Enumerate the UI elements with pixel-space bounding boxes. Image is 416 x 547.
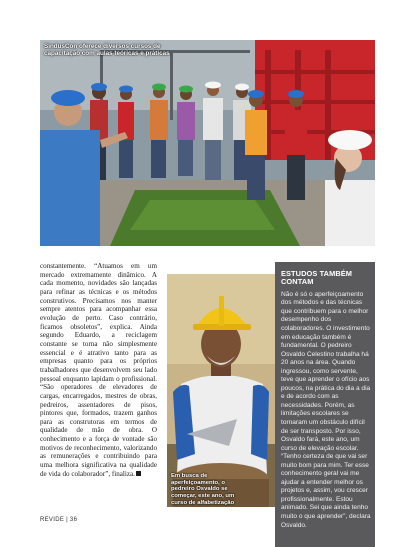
article-body-text: constantemente. “Atuamos em um mercado extremamente dinâmico. A cada momento, novidades são lançadas para refinar as técnicas e os métodos construtivos. Precisamos nos manter sempre atentos para acompanhar essa evolução de perto. Caso contrário, ficamos obsoletos”, explica. Ainda segundo Eduardo, a reciclagem constante se torna não simplesmente essencial e é atrativo tanto para as empresas quanto para os próprios trabalhadores que desenvolvem seu lado pessoal enquanto lapidam o profissional. “São operadores de elevadores de cargas, encarregados, mestres de obras, pedreiros, assentadores de pisos, pintores que, formados, trazem ganhos para as construtoras em termos de qualidade de mão de obra. O conhecimento e a força de vontade são motivos de reconhecimento, valorizando as remunerações e contribuindo para uma melhora significativa na qualidade de vida do colaborador”, finaliza. [40, 262, 157, 478]
sidebar-title: ESTUDOS TAMBÉM CONTAM [281, 269, 353, 287]
worker-photo-caption: Em busca de aperfeiçoamento, o pedreiro Osvaldo se começar, este ano, um curso de alfabetização [171, 473, 235, 506]
article-body [40, 262, 157, 478]
top-photo-illustration [40, 40, 375, 246]
top-photo-caption: SindusCon oferece diversos cursos de capacitação com aulas teóricas e práticas [44, 43, 170, 58]
end-of-article-mark [136, 471, 141, 476]
page-footer: REVIDE | 36 [40, 517, 78, 523]
sidebar-box [275, 262, 375, 547]
top-photo [40, 40, 375, 246]
sidebar-text: Não é só o aperfeiçoamento dos métodos e das técnicas que contribuem para o melhor desempenho dos colaboradores. O investimento em educação também é fundamental. O pedreiro Osvaldo Celestino trabalha há 20 anos na área. Quando ingressou, como servente, teve que aprender o ofício aos poucos, na prática do dia a dia e de acordo com as necessidades. Porém, as limitações escolares se tornaram um obstáculo difícil de ser transposto. Por isso, Osvaldo fará, este ano, um curso de elevação escolar. “Tenho certeza de que vai ser muito bom para mim. Ter esse conhecimento geral vai me ajudar a entender melhor os projetos e, assim, vou crescer profissionalmente. Estou animado. Sei que ainda tenho muito o que aprender”, declara Osvaldo. [281, 290, 371, 529]
